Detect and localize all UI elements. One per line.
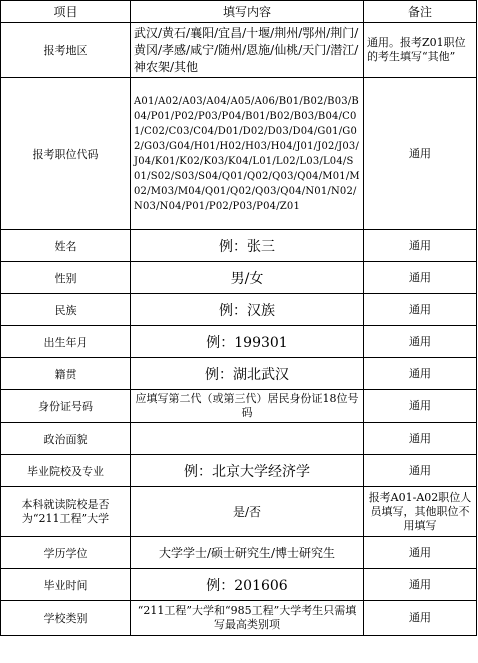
row-note: 通用。报考Z01职位的考生填写“其他” [364, 23, 477, 78]
row-content: A01/A02/A03/A04/A05/A06/B01/B02/B03/B04/P01/P02/P03/P04/B01/B02/B03/B04/C01/C02/C03/C04/D01/D02/D03/D04/G01/G02/G03/G04/H01/H02/H03/H04/J01/J02/J03/J04/K01/K02/K03/K04/L01/L02/L03/L04/S01/S02/S03/S04/Q01/Q02/Q03/Q04/M01/M02/M03/M04/Q01/Q02/Q03/Q04/N01/N02/N03/N04/P01/P02/P03/P04/Z01 [131, 78, 364, 230]
table-row [1, 358, 477, 390]
header-note: 备注 [364, 1, 477, 23]
row-note: 通用 [364, 262, 477, 294]
table-row [1, 601, 477, 636]
row-note: 通用 [364, 326, 477, 358]
row-content: 例：199301 [131, 326, 364, 358]
row-label: 本科就读院校是否为“211工程”大学 [1, 487, 131, 537]
table-row [1, 537, 477, 569]
table-row [1, 230, 477, 262]
row-content: 例：张三 [131, 230, 364, 262]
row-note: 通用 [364, 78, 477, 230]
table-row [1, 455, 477, 487]
row-content: 应填写第二代（或第三代）居民身份证18位号码 [131, 390, 364, 423]
row-content: 例：201606 [131, 569, 364, 601]
row-content: “211工程”大学和“985工程”大学考生只需填写最高类别项 [131, 601, 364, 636]
row-label: 民族 [1, 294, 131, 326]
row-note: 报考A01-A02职位人员填写，其他职位不用填写 [364, 487, 477, 537]
table-row [1, 569, 477, 601]
header-row [1, 1, 477, 23]
row-content: 例：汉族 [131, 294, 364, 326]
row-label: 学历学位 [1, 537, 131, 569]
row-content: 武汉/黄石/襄阳/宜昌/十堰/荆州/鄂州/荆门/黄冈/孝感/咸宁/随州/恩施/仙桃/天门/潜江/神农架/其他 [131, 23, 364, 78]
row-label: 籍贯 [1, 358, 131, 390]
row-label: 出生年月 [1, 326, 131, 358]
row-label: 姓名 [1, 230, 131, 262]
header-item: 项目 [1, 1, 131, 23]
row-content [131, 423, 364, 455]
row-label: 性别 [1, 262, 131, 294]
table-row [1, 23, 477, 78]
row-label: 政治面貌 [1, 423, 131, 455]
table-row [1, 390, 477, 423]
row-note: 通用 [364, 390, 477, 423]
row-label: 身份证号码 [1, 390, 131, 423]
table-row [1, 326, 477, 358]
table-row [1, 78, 477, 230]
row-label: 毕业院校及专业 [1, 455, 131, 487]
row-note: 通用 [364, 423, 477, 455]
row-label: 报考职位代码 [1, 78, 131, 230]
row-note: 通用 [364, 230, 477, 262]
row-note: 通用 [364, 569, 477, 601]
row-content: 例：北京大学经济学 [131, 455, 364, 487]
header-content: 填写内容 [131, 1, 364, 23]
row-content: 是/否 [131, 487, 364, 537]
table-row [1, 294, 477, 326]
row-note: 通用 [364, 601, 477, 636]
row-label: 毕业时间 [1, 569, 131, 601]
table-row [1, 262, 477, 294]
row-note: 通用 [364, 294, 477, 326]
row-note: 通用 [364, 537, 477, 569]
row-content: 男/女 [131, 262, 364, 294]
row-note: 通用 [364, 455, 477, 487]
row-label: 报考地区 [1, 23, 131, 78]
row-content: 大学学士/硕士研究生/博士研究生 [131, 537, 364, 569]
row-note: 通用 [364, 358, 477, 390]
table-row [1, 423, 477, 455]
row-content: 例：湖北武汉 [131, 358, 364, 390]
row-label: 学校类别 [1, 601, 131, 636]
table-row [1, 487, 477, 537]
